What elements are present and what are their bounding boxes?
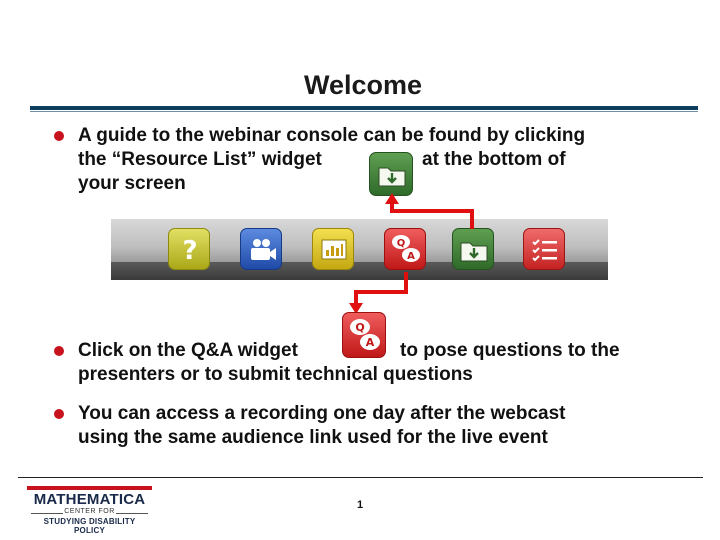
- logo-top-bar: [27, 486, 152, 490]
- footer-rule: [18, 477, 703, 478]
- arrow-to-resource-list: [392, 202, 472, 229]
- bullet-dot: [54, 409, 64, 419]
- qa-letter-q: Q: [355, 321, 365, 334]
- logo-center-for: CENTER FOR: [64, 508, 115, 515]
- arrow-head-up: [385, 193, 399, 204]
- bullet-3-line-1: You can access a recording one day after the webcast: [78, 403, 566, 424]
- bullet-2-line-1a: Click on the Q&A widget: [78, 340, 298, 361]
- bullet-1-line-2a: the “Resource List” widget: [78, 149, 322, 170]
- qa-letter-a: A: [407, 251, 415, 262]
- bullet-2-line-2: presenters or to submit technical questions: [78, 364, 473, 385]
- bullet-1-line-3: your screen: [78, 173, 186, 194]
- logo-rule-right: [116, 513, 148, 514]
- mathematica-logo: [27, 486, 152, 535]
- page-number: 1: [356, 499, 364, 511]
- bullet-dot: [54, 346, 64, 356]
- svg-text:?: ?: [182, 236, 198, 266]
- bullet-2: [54, 339, 674, 389]
- slide-title: Welcome: [303, 70, 423, 100]
- arrow-to-qa: [356, 272, 406, 305]
- bullet-3-line-2: using the same audience link used for the live event: [78, 427, 548, 448]
- bullet-3: [54, 402, 674, 452]
- logo-subtitle: STUDYING DISABILITY POLICY: [43, 517, 136, 535]
- bullet-1-line-2b: at the bottom of: [422, 149, 566, 170]
- qa-letter-a: A: [365, 336, 375, 349]
- bullet-1-line-1: A guide to the webinar console can be found by clicking: [78, 125, 586, 146]
- bullet-2-line-1b: to pose questions to the: [400, 340, 620, 361]
- logo-name: MATHEMATICA: [33, 491, 146, 508]
- qa-letter-q: Q: [396, 238, 406, 249]
